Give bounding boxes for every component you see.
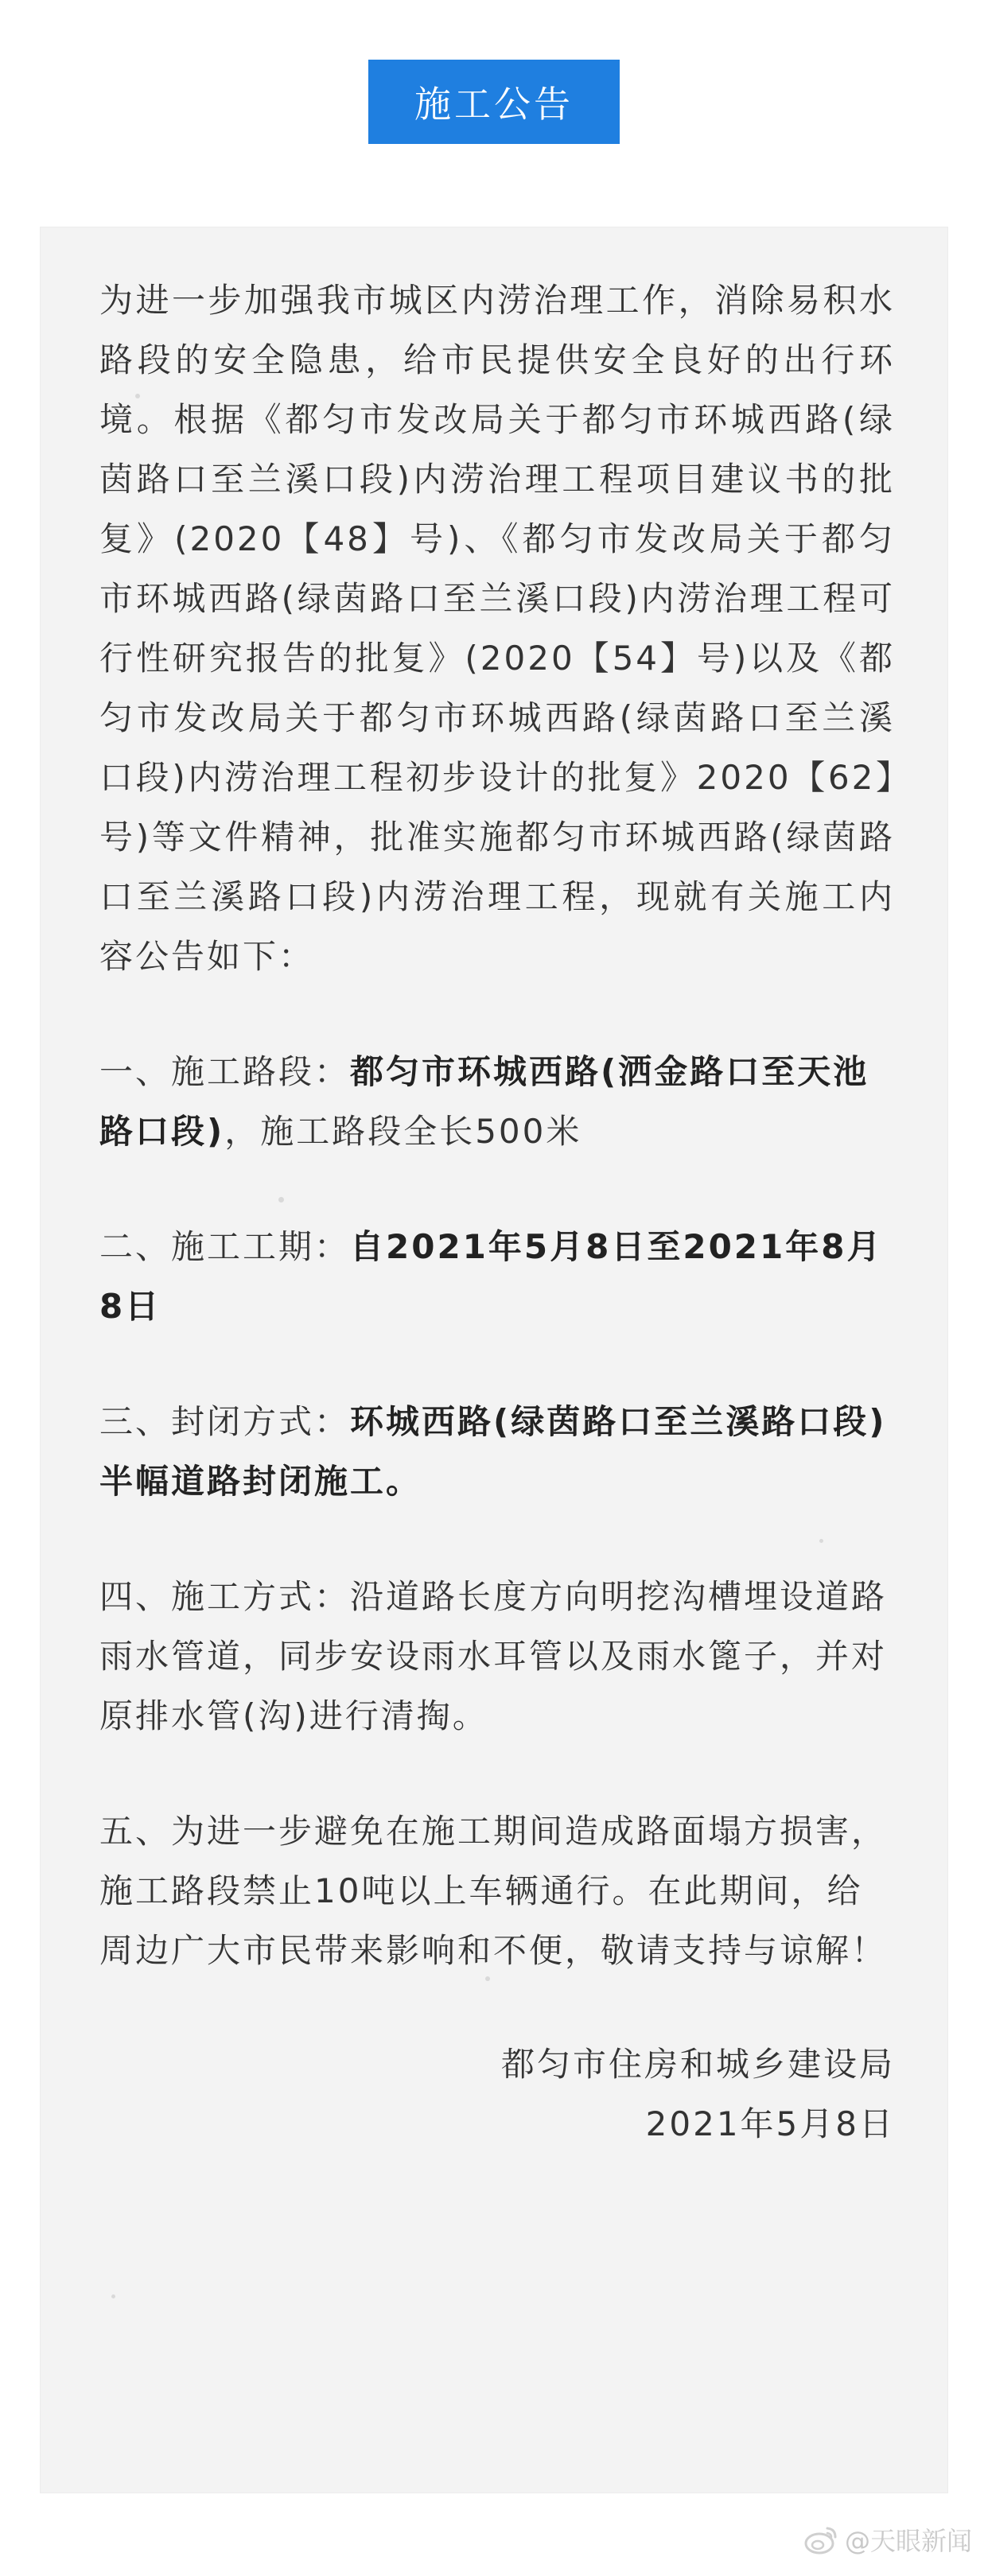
notice-item-road-section xyxy=(99,1042,895,1161)
item-label: 三、封闭方式： xyxy=(99,1402,351,1441)
signature-date: 2021年5月8日 xyxy=(645,2104,895,2143)
item-label: 五、 xyxy=(99,1812,172,1851)
item-text: ，施工路段全长500米 xyxy=(224,1112,582,1151)
item-label: 二、施工工期： xyxy=(99,1227,351,1266)
item-text: 为进一步避免在施工期间造成路面塌方损害，施工路段禁止10吨以上车辆通行。在此期间，给周边广大市民带来影响和不便，敬请支持与谅解！ xyxy=(99,1812,888,1970)
item-label: 一、施工路段： xyxy=(99,1052,351,1091)
notice-title: 施工公告 xyxy=(414,83,574,126)
notice-signature xyxy=(99,2034,895,2154)
notice-item-schedule xyxy=(99,1217,895,1336)
item-text: 沿道路长度方向明挖沟槽埋设道路雨水管道，同步安设雨水耳管以及雨水篦子，并对原排水管(沟)进行清掏。 xyxy=(99,1577,888,1735)
signature-org: 都匀市住房和城乡建设局 xyxy=(500,2045,895,2084)
notice-title-badge xyxy=(368,60,620,144)
notice-body xyxy=(99,270,895,2154)
item-emphasis: 环城西路(绿茵路口至兰溪路口段)半幅道路封闭施工。 xyxy=(99,1402,887,1501)
paper-speck xyxy=(111,2294,115,2298)
notice-item-method xyxy=(99,1567,895,1746)
item-emphasis: 都匀市环城西路(洒金路口至天池路口段) xyxy=(99,1052,869,1151)
weibo-logo-icon xyxy=(803,2524,838,2555)
watermark-text: @天眼新闻 xyxy=(844,2526,972,2556)
source-watermark xyxy=(803,2521,972,2558)
notice-item-closure xyxy=(99,1392,895,1511)
notice-intro: 为进一步加强我市城区内涝治理工作，消除易积水路段的安全隐患，给市民提供安全良好的出行环境。根据《都匀市发改局关于都匀市环城西路(绿茵路口至兰溪口段)内涝治理工程项目建议书的批复》(2020【48】号)、《都匀市发改局关于都匀市环城西路(绿茵路口至兰溪口段)内涝治理工程可行性研究报告的批复》(2020【54】号)以及《都匀市发改局关于都匀市环城西路(绿茵路口至兰溪口段)内涝治理工程初步设计的批复》2020【62】号)等文件精神，批准实施都匀市环城西路(绿茵路口至兰溪路口段)内涝治理工程，现就有关施工内容公告如下： xyxy=(99,281,895,976)
item-emphasis: 自2021年5月8日至2021年8月8日 xyxy=(99,1227,883,1326)
notice-item-restriction xyxy=(99,1801,895,1980)
item-label: 四、施工方式： xyxy=(99,1577,351,1616)
